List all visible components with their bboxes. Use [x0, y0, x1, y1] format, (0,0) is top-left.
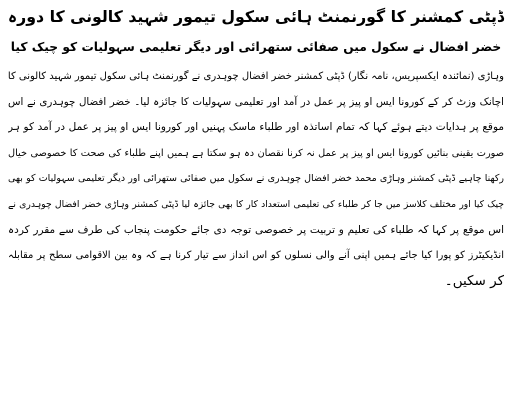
article-body [8, 64, 504, 294]
body-line: صورت یقینی بنائیں کورونا ایس او پیز پر عمل نہ کرنا نقصان دہ ہو سکتا ہے ہمیں اپنے طلباء کی صحت کا خصوصی خیال [8, 147, 504, 159]
body-line: رکھنا چاہیے ڈپٹی کمشنر وہاڑی محمد خضر افضال چوہدری نے سکول میں صفائی ستھرائی اور دیگر تعلیمی سہولیات کو بھی [8, 173, 504, 185]
headline: ڈپٹی کمشنر کا گورنمنٹ ہائی سکول تیمور شہید کالونی کا دورہ [7, 7, 504, 26]
body-line: انڈیکیٹرز کو پورا کیا جائے ہمیں اپنی آنے والی نسلوں کو اس انداز سے تیار کرنا ہے کہ وہ بین الاقوامی سطح پر مقابلہ [8, 250, 504, 262]
body-line: اس موقع پر کہا کہ طلباء کی تعلیم و تربیت پر خصوصی توجہ دی جائے حکومت پنجاب کی طرف سے مقرر کردہ [8, 223, 504, 236]
subheadline: خضر افضال نے سکول میں صفائی ستھرائی اور دیگر تعلیمی سہولیات کو چیک کیا [10, 40, 502, 54]
body-line: چیک کیا اور مختلف کلاسز میں جا کر طلباء کی تعلیمی استعداد کار کا بھی جائزہ لیا ڈپٹی کمشنر وہاڑی خضر افضال چوہدری نے [8, 198, 504, 210]
body-line: وہاڑی (نمائندہ ایکسپریس، نامہ نگار) ڈپٹی کمشنر خضر افضال چوہدری نے گورنمنٹ ہائی سکول تیمور شہید کالونی کا [8, 71, 504, 82]
body-line: اچانک وزٹ کر کے کورونا ایس او پیز پر عمل در آمد اور تعلیمی سہولیات کا جائزہ لیا۔ خضر افضال چوہدری نے اس [8, 95, 504, 108]
body-line: موقع پر ہدایات دیتے ہوئے کہا کہ تمام اساتذہ اور طلباء ماسک پہنیں اور کورونا ایس او پیز پر عمل در آمد کو ہر [8, 121, 504, 134]
body-line: کر سکیں۔ [444, 272, 504, 289]
